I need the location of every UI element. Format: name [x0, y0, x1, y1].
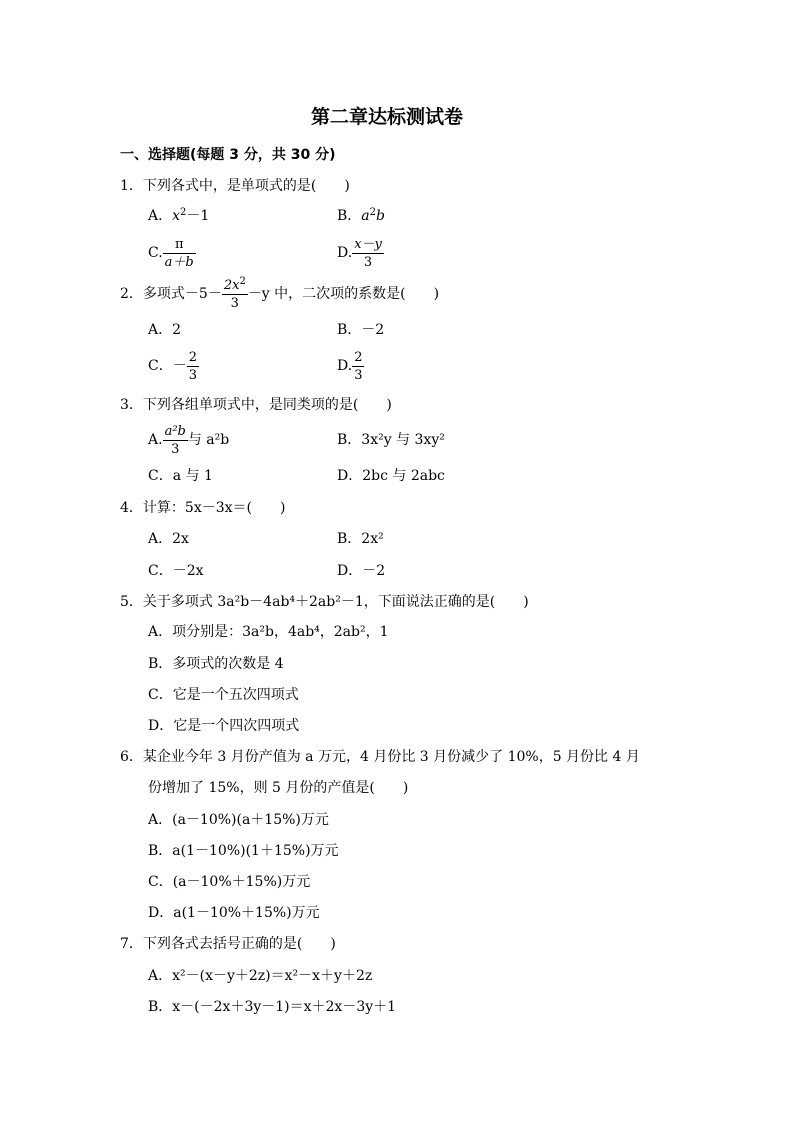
q4-option-d[interactable]: D．－2: [337, 563, 386, 579]
fraction-denominator: 3: [363, 254, 373, 270]
q1-option-d[interactable]: [337, 234, 384, 272]
math-var: a: [361, 208, 370, 224]
exponent: 2: [180, 207, 187, 218]
q2-option-c[interactable]: [148, 346, 199, 386]
math-text: －1: [186, 208, 210, 224]
question-6-stem-line-1: 6．某企业今年 3 月份产值为 a 万元，4 月份比 3 月份减少了 10%，5 月份比 4 月: [120, 749, 640, 765]
fraction-numerator: π: [163, 236, 196, 254]
fraction-denominator: 3: [230, 295, 239, 311]
exponent: 2: [369, 207, 377, 218]
option-label: A．: [148, 208, 173, 224]
question-1-stem: 1．下列各式中，是单项式的是( ): [120, 178, 350, 194]
q1-option-a[interactable]: [148, 206, 209, 226]
fraction-denominator: a＋b: [164, 254, 194, 270]
option-label: A.: [148, 432, 163, 448]
q5-option-a[interactable]: A．项分别是：3a²b，4ab⁴，2ab²，1: [148, 624, 389, 640]
q1-option-c[interactable]: [148, 234, 196, 272]
question-2-stem: [120, 272, 439, 316]
q6-option-b[interactable]: B．a(1－10%)(1＋15%)万元: [148, 843, 339, 859]
fraction-denominator: 3: [188, 367, 197, 383]
fraction-numerator: 2: [354, 349, 363, 365]
q2-option-b[interactable]: B．－2: [337, 322, 385, 338]
q5-option-d[interactable]: D．它是一个四次四项式: [148, 718, 300, 734]
q6-option-c[interactable]: C．(a－10%＋15%)万元: [148, 874, 311, 890]
question-5-stem: 5．关于多项式 3a²b－4ab⁴＋2ab²－1，下面说法正确的是( ): [120, 594, 529, 610]
q4-option-b[interactable]: B．2x²: [337, 531, 384, 547]
q4-option-a[interactable]: A．2x: [148, 531, 189, 547]
fraction: [163, 236, 196, 271]
fraction-denominator: 3: [171, 441, 180, 457]
question-4-stem: 4．计算：5x－3x＝( ): [120, 500, 286, 516]
option-label: D.: [337, 245, 353, 261]
fraction-numerator: a²b: [164, 423, 186, 439]
fraction-denominator: 3: [354, 367, 363, 383]
option-rest: 与 a²b: [187, 432, 230, 448]
question-7-stem: 7．下列各式去括号正确的是( ): [120, 936, 336, 952]
exponent: 2: [239, 275, 246, 287]
page-title: 第二章达标测试卷: [311, 106, 464, 128]
q7-option-b[interactable]: B．x－(－2x＋3y－1)＝x＋2x－3y＋1: [148, 999, 397, 1015]
fraction-numerator: x－y: [354, 236, 382, 252]
q3-option-c[interactable]: C．a 与 1: [148, 468, 213, 484]
stem-text: －y 中，二次项的系数是( ): [247, 286, 440, 302]
fraction: [187, 349, 199, 384]
math-var: 2x: [223, 277, 240, 293]
option-label: D.: [337, 358, 353, 374]
fraction: [352, 349, 364, 384]
q5-option-b[interactable]: B．多项式的次数是 4: [148, 656, 284, 672]
q7-option-a[interactable]: A．x²－(x－y＋2z)＝x²－x＋y＋2z: [148, 968, 373, 984]
q1-option-b[interactable]: [337, 206, 385, 226]
section-heading: 一、选择题(每题 3 分，共 30 分): [120, 147, 336, 163]
option-label: C.: [148, 245, 163, 261]
math-var: b: [376, 208, 385, 224]
q2-option-a[interactable]: A．2: [148, 322, 182, 338]
q6-option-d[interactable]: D．a(1－10%＋15%)万元: [148, 905, 320, 921]
question-3-stem: 3．下列各组单项式中，是同类项的是( ): [120, 397, 392, 413]
q4-option-c[interactable]: C．－2x: [148, 563, 204, 579]
fraction-numerator: [222, 277, 248, 295]
fraction: [222, 277, 248, 312]
math-var: x: [172, 208, 181, 224]
q3-option-d[interactable]: D．2bc 与 2abc: [337, 468, 445, 484]
question-6-stem-line-2: 份增加了 15%，则 5 月份的产值是( ): [148, 780, 409, 796]
q3-option-b[interactable]: B．3x²y 与 3xy²: [337, 432, 445, 448]
q6-option-a[interactable]: A．(a－10%)(a＋15%)万元: [148, 812, 329, 828]
q2-option-d[interactable]: [337, 346, 364, 386]
fraction-numerator: 2: [188, 349, 197, 365]
q3-option-a[interactable]: [148, 420, 229, 460]
fraction: [352, 236, 384, 271]
fraction: [163, 423, 188, 458]
option-label: C．－: [148, 358, 187, 374]
stem-text: 2．多项式－5－: [120, 286, 222, 302]
q5-option-c[interactable]: C．它是一个五次四项式: [148, 687, 299, 703]
option-label: B．: [337, 208, 362, 224]
